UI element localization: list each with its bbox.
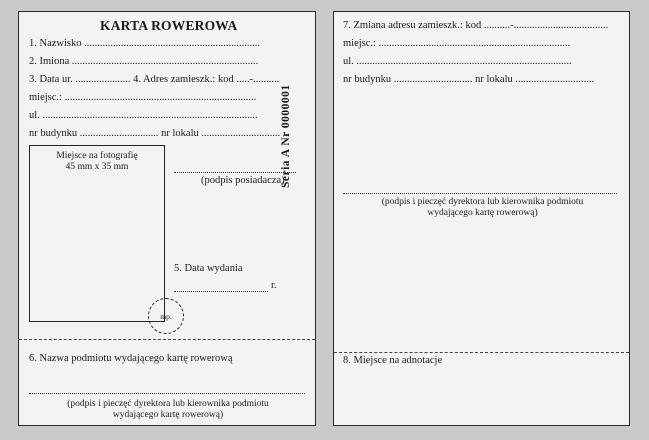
left-separator (19, 339, 315, 340)
locality-field: miejsc.: ......................................................................... (29, 92, 257, 103)
right-separator (334, 352, 629, 353)
card-title: KARTA ROWEROWA (100, 18, 238, 33)
first-names-field: 2. Imiona ....................................................................... (29, 56, 259, 67)
issue-date-line (174, 291, 268, 292)
right-signature-line (343, 193, 617, 194)
serial-number: Seria A Nr 0000001 (280, 84, 292, 188)
address-change-field: 7. Zmiana adresu zamieszk.: kod ..........-.................................... (343, 20, 609, 31)
issue-date-label: 5. Data wydania (174, 263, 243, 274)
new-building-apartment-field: nr budynku .............................. nr lokalu .............................. (343, 74, 595, 85)
new-street-field: ul. .................................................................................. (343, 56, 572, 67)
issuer-label: 6. Nazwa podmiotu wydającego kartę rowerową (29, 353, 233, 364)
stamp-label: mp. (160, 311, 172, 321)
street-field: ul. .................................................................................. (29, 110, 258, 121)
photo-placeholder (29, 145, 165, 322)
new-locality-field: miejsc.: ......................................................................... (343, 38, 571, 49)
notes-label: 8. Miejsce na adnotacje (343, 355, 443, 366)
stamp-circle (148, 298, 184, 334)
issuer-signature-caption-2: wydającego kartę rowerową) (112, 410, 224, 420)
issuer-signature-line (29, 393, 305, 394)
card-right-page (333, 11, 630, 426)
building-apartment-field: nr budynku .............................. nr lokalu .............................. (29, 128, 281, 139)
surname-field: 1. Nazwisko ................................................................... (29, 38, 260, 49)
right-signature-caption-1: (podpis i pieczęć dyrektora lub kierownika podmiotu (381, 197, 584, 207)
owner-signature-caption: (podpis posiadacza) (201, 175, 285, 186)
issue-date-suffix: r. (271, 280, 277, 291)
photo-size: 45 mm x 35 mm (65, 162, 129, 172)
right-signature-caption-2: wydającego kartę rowerową) (427, 208, 538, 218)
owner-signature-line (174, 172, 296, 173)
card-left-page (18, 11, 316, 426)
photo-label: Miejsce na fotografię (56, 151, 138, 161)
issuer-signature-caption-1: (podpis i pieczęć dyrektora lub kierownika podmiotu (67, 399, 269, 409)
birth-date-address-field: 3. Data ur. ..................... 4. Adres zamieszk.: kod .....-.......... (29, 74, 280, 85)
